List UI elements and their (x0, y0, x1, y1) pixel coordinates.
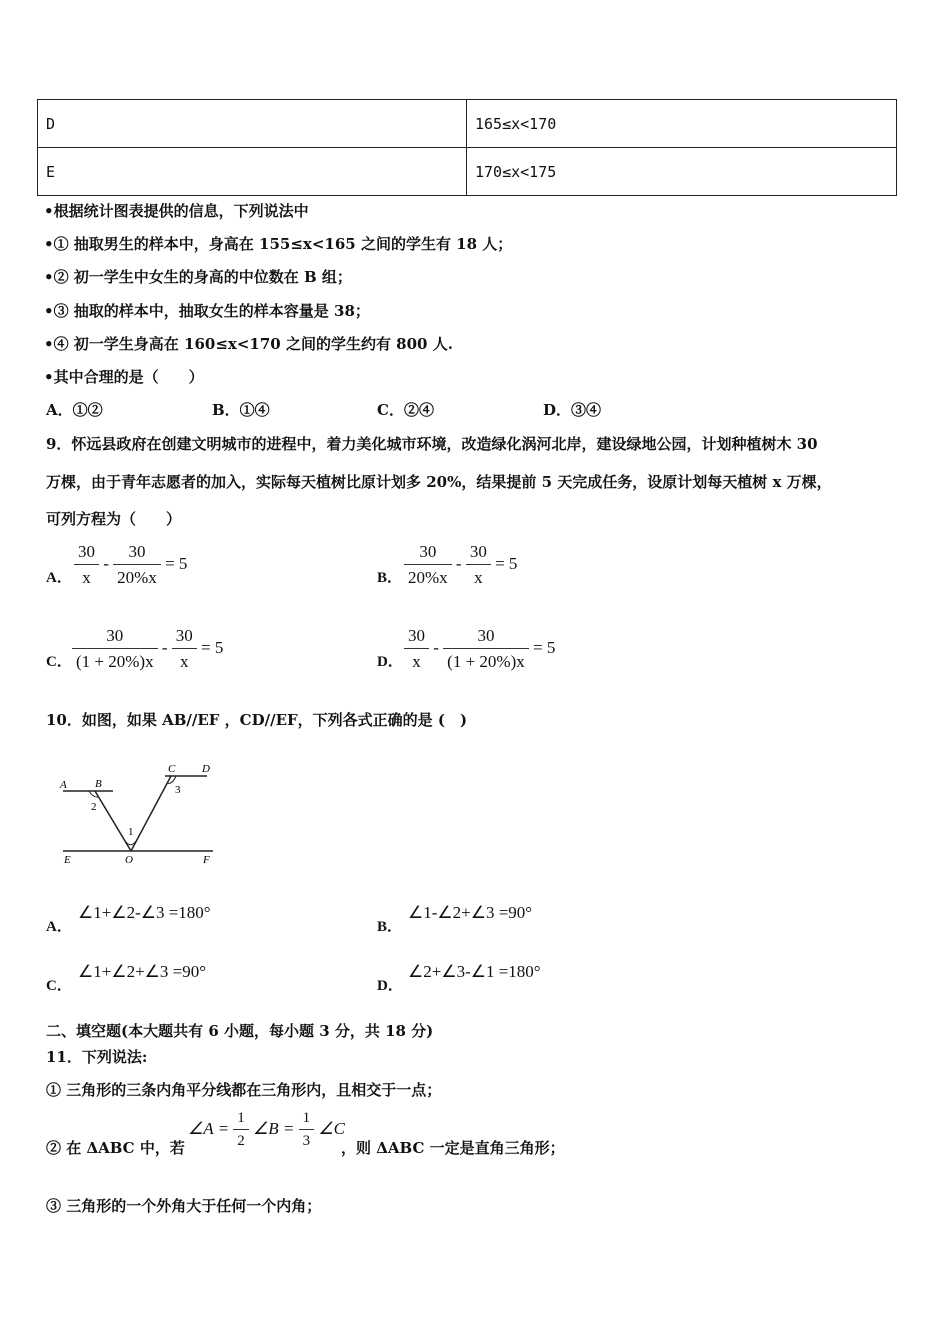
fraction: $\frac{30}{x}$ (404, 626, 429, 672)
q9-option-c-equation: $\frac{30}{(1 + 20\%)x}$ - $\frac{30}{x}$ = 5 (72, 626, 223, 672)
q9-option-b-equation: $\frac{30}{20\%x}$ - $\frac{30}{x}$ = 5 (404, 542, 517, 588)
q11-statement-1: ① 三角形的三条内角平分线都在三角形内，且相交于一点； (46, 1081, 442, 1099)
q9-option-d-label: D． (377, 654, 403, 670)
q11-statement-2-suffix: ，则 ΔABC 一定是直角三角形； (341, 1139, 565, 1157)
q11-statement-2-equation: ∠A = $\frac{1}{2}$ ∠B = $\frac{1}{3}$ ∠C (188, 1110, 345, 1149)
q8-line: •其中合理的是（ ） (44, 368, 204, 386)
parallel-lines-figure (55, 760, 225, 870)
q10-option-b-label: B． (377, 919, 403, 935)
height-group-table (37, 99, 897, 196)
q11-statement-3: ③ 三角形的一个外角大于任何一个内角； (46, 1197, 322, 1215)
q8-line: •② 初一学生中女生的身高的中位数在 B 组； (44, 268, 352, 286)
label-d: D (202, 763, 210, 775)
angle-1-label: 1 (128, 826, 134, 838)
q11-statement-2-prefix: ② 在 ΔABC 中，若 (46, 1139, 185, 1157)
q9-option-b-label: B． (377, 570, 403, 586)
label-b: B (95, 778, 102, 790)
fraction: $\frac{30}{(1 + 20\%)x}$ (443, 626, 529, 672)
segment-oc (131, 776, 171, 851)
angle-2-label: 2 (91, 801, 97, 813)
label-e: E (64, 854, 71, 866)
fraction: $\frac{30}{x}$ (172, 626, 197, 672)
fraction-one-half: $\frac{1}{2}$ (233, 1110, 249, 1150)
range-cell: 170≤x<175 (467, 148, 897, 196)
q9-option-d-equation: $\frac{30}{x}$ - $\frac{30}{(1 + 20\%)x}$ = 5 (404, 626, 555, 672)
angle-3-label: 3 (175, 784, 181, 796)
fraction: $\frac{30}{x}$ (74, 542, 99, 588)
q9-option-a-equation: $\frac{30}{x}$ - $\frac{30}{20\%x}$ = 5 (74, 542, 187, 588)
q9-option-c-label: C． (46, 654, 72, 670)
q8-option-b: B．①④ (212, 401, 270, 419)
q10-option-b-expression: ∠1-∠2+∠3 =90° (408, 903, 533, 922)
fraction: $\frac{30}{20\%x}$ (113, 542, 161, 588)
q10-option-a-label: A． (46, 919, 72, 935)
fraction-one-third: $\frac{1}{3}$ (299, 1110, 315, 1150)
q8-line: •① 抽取男生的样本中，身高在 155≤x<165 之间的学生有 18 人； (44, 235, 513, 253)
q9-option-a-label: A． (46, 570, 72, 586)
q10-option-c-expression: ∠1+∠2+∠3 =90° (78, 962, 207, 981)
label-a: A (60, 779, 67, 791)
fraction: $\frac{30}{x}$ (466, 542, 491, 588)
q10-stem: 10．如图，如果 AB//EF ，CD//EF，下列各式正确的是 ( ) (46, 711, 468, 729)
section-title: 二、填空题(本大题共有 6 小题，每小题 3 分，共 18 分) (46, 1022, 434, 1040)
range-cell: 165≤x<170 (467, 100, 897, 148)
q8-line: •③ 抽取的样本中，抽取女生的样本容量是 38； (44, 302, 370, 320)
label-c: C (168, 763, 176, 775)
table-row (38, 100, 897, 148)
q8-option-c: C．②④ (377, 401, 434, 419)
q8-line: •④ 初一学生身高在 160≤x<170 之间的学生约有 800 人. (44, 335, 453, 353)
q8-option-d: D．③④ (543, 401, 602, 419)
q9-stem-line2: 万棵，由于青年志愿者的加入，实际每天植树比原计划多 20%，结果提前 5 天完成任务，设原计划每天植树 x 万棵， (46, 473, 832, 491)
q9-stem-line3: 可列方程为（ ） (46, 510, 182, 528)
label-o: O (125, 854, 133, 866)
q10-option-d-expression: ∠2+∠3-∠1 =180° (408, 962, 541, 981)
q8-line: •根据统计图表提供的信息，下列说法中 (44, 202, 309, 220)
q10-option-d-label: D． (377, 978, 403, 994)
label-f: F (203, 854, 210, 866)
group-cell: D (38, 100, 467, 148)
q10-option-c-label: C． (46, 978, 72, 994)
table-row (38, 148, 897, 196)
segment-bo (95, 791, 131, 851)
q8-option-a: A．①② (46, 401, 103, 419)
fraction: $\frac{30}{20\%x}$ (404, 542, 452, 588)
q9-stem-line1: 9．怀远县政府在创建文明城市的进程中，着力美化城市环境，改造绿化涡河北岸，建设绿地公园，计划种植树木 30 (46, 435, 818, 453)
q11-stem: 11．下列说法: (46, 1048, 148, 1066)
q10-option-a-expression: ∠1+∠2-∠3 =180° (78, 903, 211, 922)
fraction: $\frac{30}{(1 + 20\%)x}$ (72, 626, 158, 672)
group-cell: E (38, 148, 467, 196)
